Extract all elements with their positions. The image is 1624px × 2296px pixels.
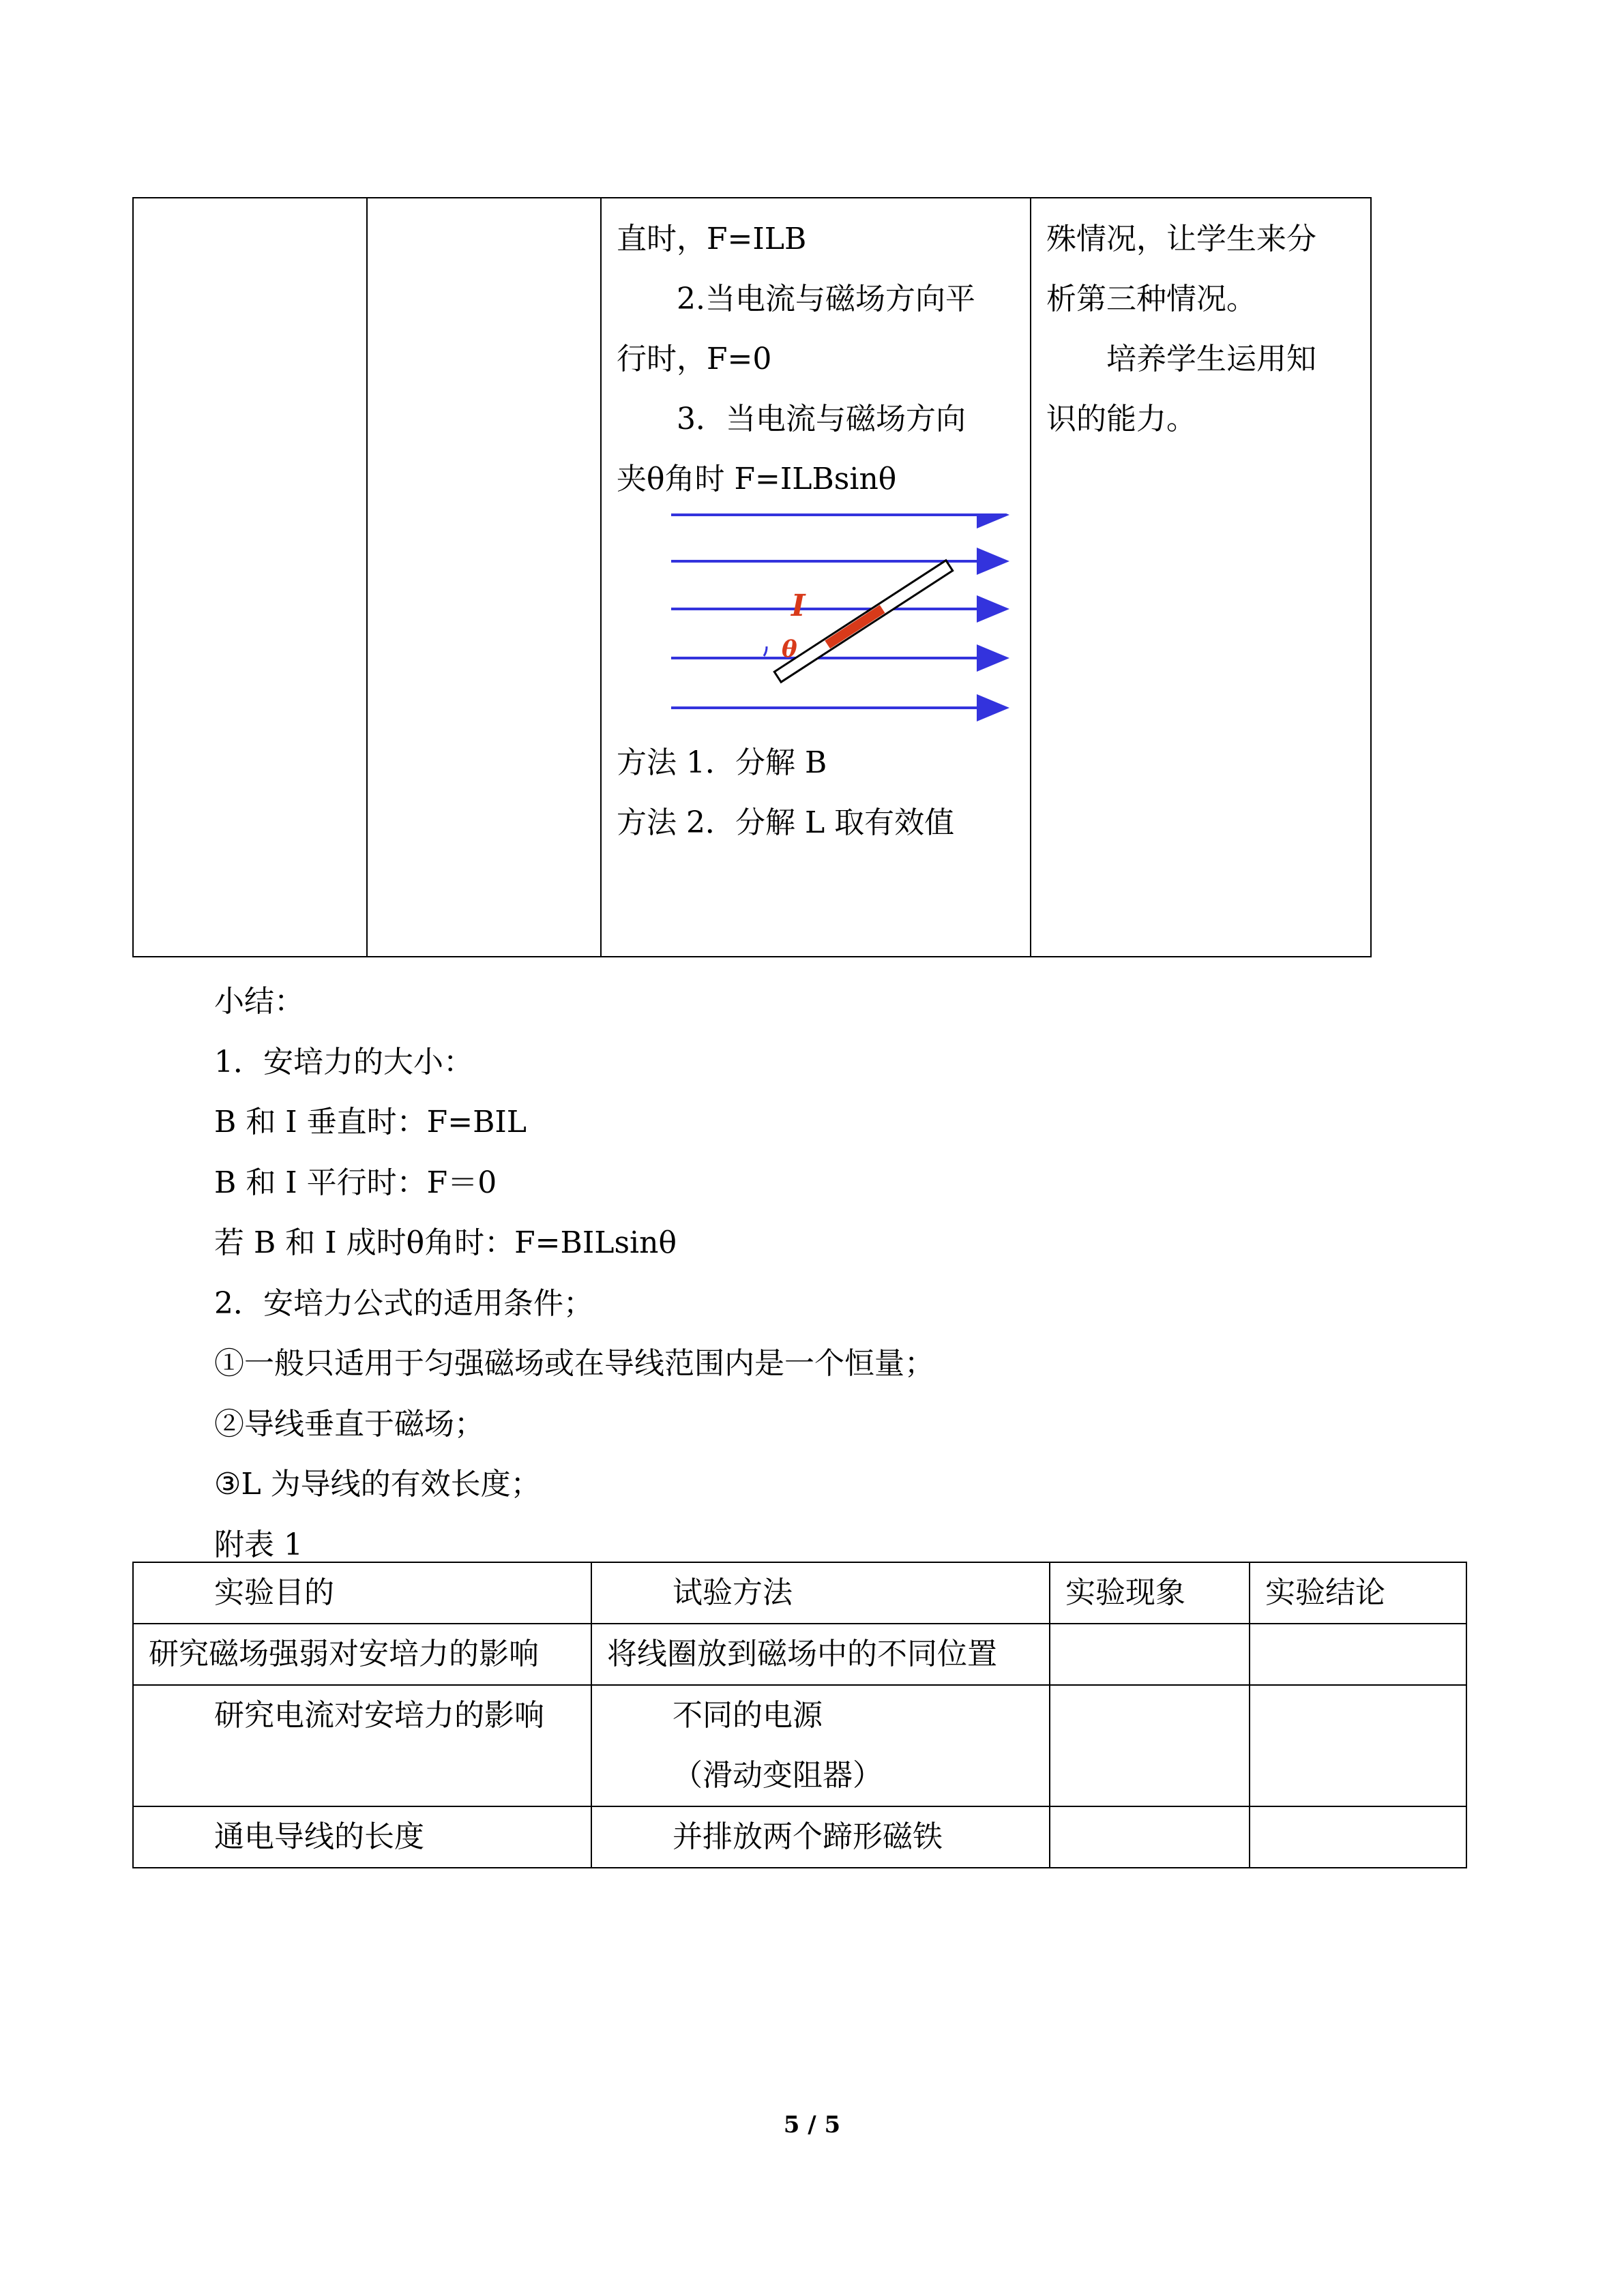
method-line: 不同的电源 [673,1698,823,1733]
header-cell-conclusion: 实验结论 [1250,1562,1466,1624]
current-segment [825,605,885,648]
purpose-cell: 通电导线的长度 [133,1806,591,1868]
summary-line: B 和 I 平行时：F＝0 [214,1165,497,1200]
lesson-cell-2 [367,198,601,957]
header-cell-phenomenon: 实验现象 [1050,1562,1250,1624]
method-line: 方法 2．分解 L 取有效值 [617,805,955,840]
conclusion-cell [1250,1685,1466,1806]
notes-line: 殊情况，让学生来分 [1046,222,1316,256]
summary-line: ①一般只适用于匀强磁场或在导线范围内是一个恒量； [214,1346,934,1381]
notes-line: 培养学生运用知 [1106,342,1316,376]
content-line: 夹θ角时 F=ILBsinθ [617,462,897,496]
content-line: 2.当电流与磁场方向平 [677,282,975,316]
content-line: 3．当电流与磁场方向 [677,402,966,436]
summary-line: B 和 I 垂直时：F=BIL [214,1105,527,1139]
phenomenon-cell [1050,1685,1250,1806]
lesson-cell-1 [133,198,367,957]
summary-line: 2．安培力公式的适用条件； [214,1285,593,1321]
content-line: 行时，F=0 [617,342,772,376]
summary-line: 若 B 和 I 成时θ角时：F=BILsinθ [214,1225,677,1260]
purpose-cell: 研究电流对安培力的影响 [133,1685,591,1806]
lesson-cell-content [601,198,1031,957]
method-line: 方法 1．分解 B [617,745,827,780]
table-row [133,1685,1466,1806]
method-cell: 将线圈放到磁场中的不同位置 [591,1624,1050,1685]
angle-arc [764,646,767,656]
ampere-force-diagram [630,513,1012,725]
summary-line: ③L 为导线的有效长度； [214,1467,541,1502]
current-label: I [791,588,806,623]
method-line: （滑动变阻器） [673,1758,883,1793]
phenomenon-cell [1050,1806,1250,1868]
magnetic-field-lines [671,515,1004,708]
summary-line: 1．安培力的大小： [214,1044,473,1079]
lesson-cell-notes [1031,198,1371,957]
summary-title: 小结： [214,984,304,1019]
conclusion-cell [1250,1806,1466,1868]
table-header-row [133,1562,1466,1624]
summary-line: ②导线垂直于磁场； [214,1406,484,1442]
summary-section [214,972,1510,1575]
page-number: 5 / 5 [783,2111,841,2138]
header-cell-purpose: 实验目的 [133,1562,591,1624]
method-cell: 并排放两个蹄形磁铁 [591,1806,1050,1868]
phenomenon-cell [1050,1624,1250,1685]
appendix-table [132,1562,1467,1868]
header-cell-method: 试验方法 [591,1562,1050,1624]
method-cell [591,1685,1050,1806]
notes-line: 析第三种情况。 [1046,282,1256,316]
purpose-cell: 研究磁场强弱对安培力的影响 [133,1624,591,1685]
content-line: 直时，F=ILB [617,222,807,256]
conclusion-cell [1250,1624,1466,1685]
table-row [133,1624,1466,1685]
appendix-title: 附表 1 [214,1527,303,1562]
angle-label: θ [782,636,797,663]
table-row [133,1806,1466,1868]
notes-line: 识的能力。 [1046,402,1196,436]
lesson-table [132,197,1372,957]
